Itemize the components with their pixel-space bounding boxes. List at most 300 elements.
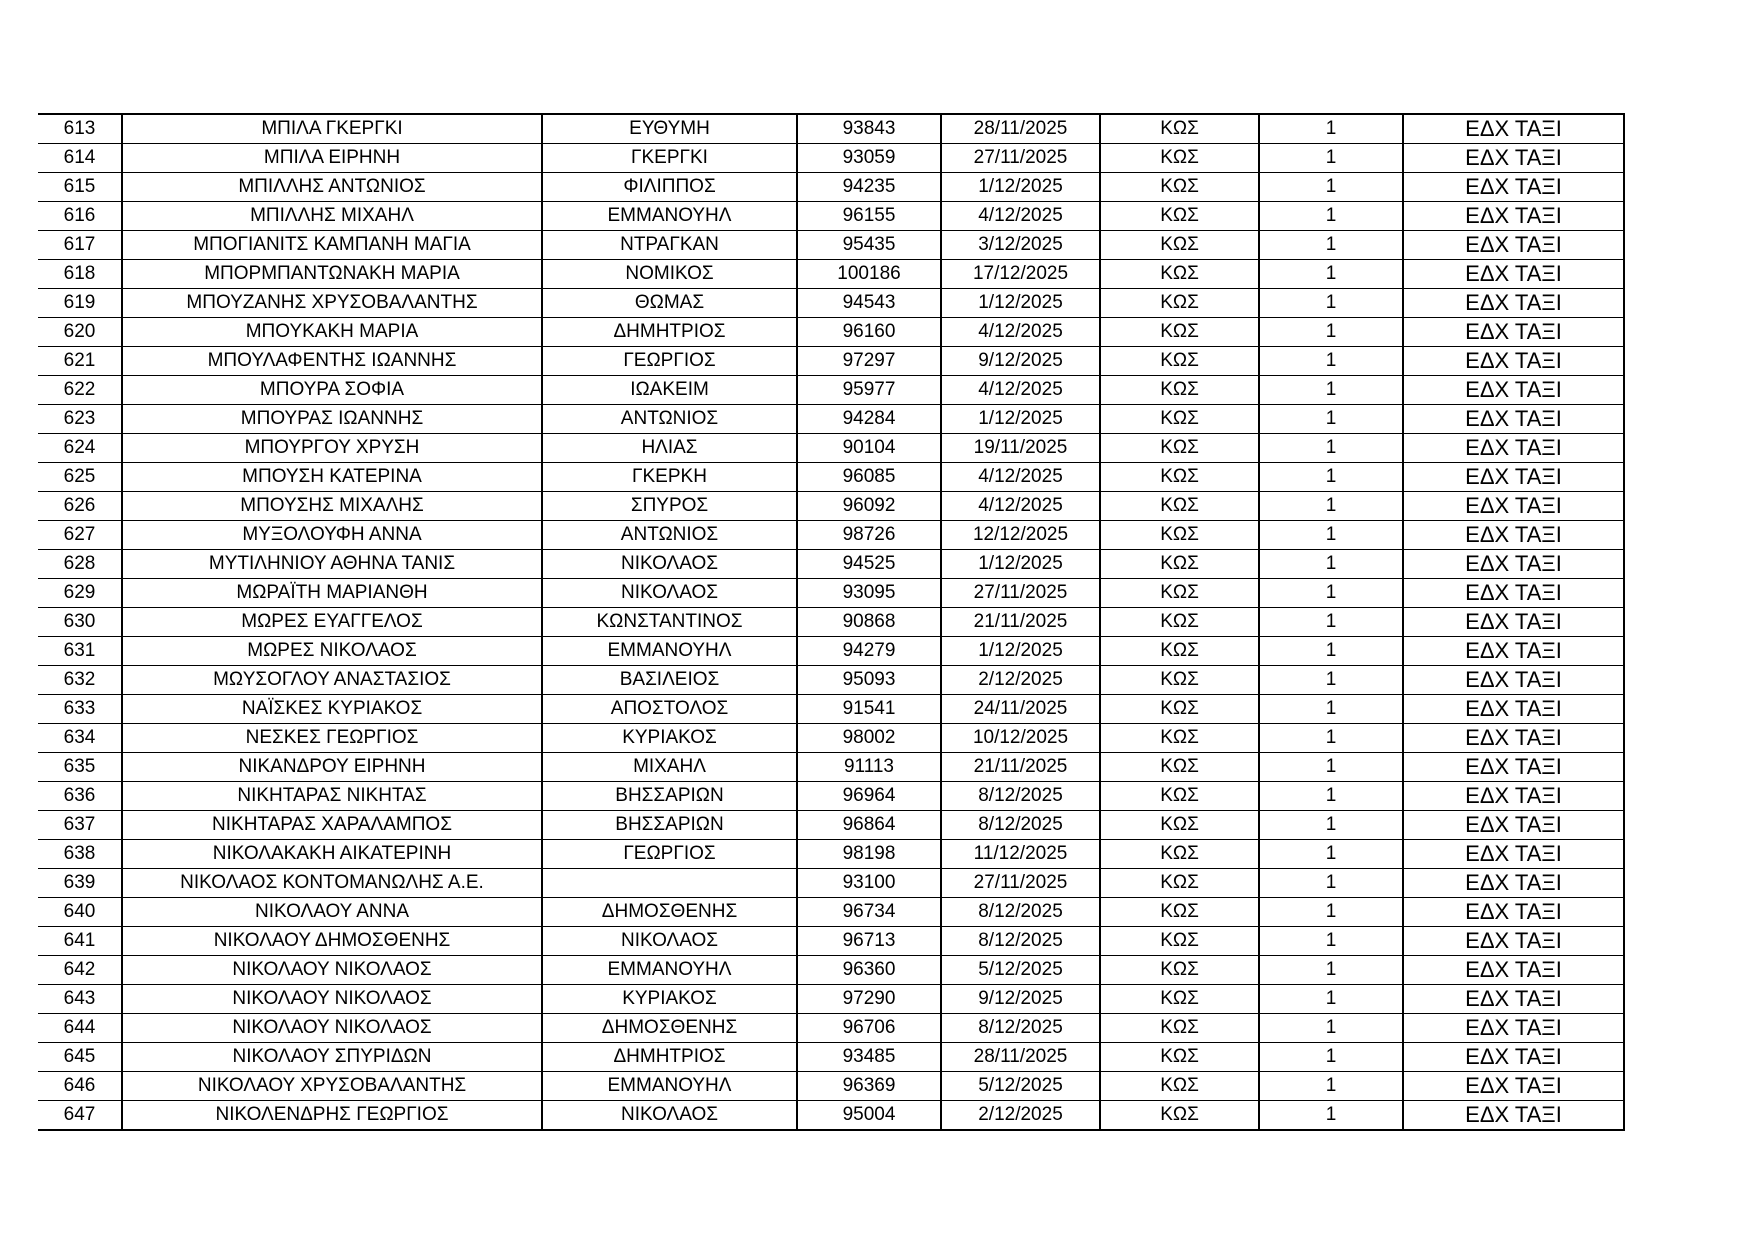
table-row (38, 260, 1624, 289)
full-name-cell: ΜΠΟΥΣΗΣ ΜΙΧΑΛΗΣ (122, 492, 542, 521)
full-name-cell: ΜΠΟΥΡΑ ΣΟΦΙΑ (122, 376, 542, 405)
full-name-cell: ΜΠΟΥΛΑΦΕΝΤΗΣ ΙΩΑΝΝΗΣ (122, 347, 542, 376)
quantity-cell: 1 (1259, 231, 1403, 260)
table-row (38, 869, 1624, 898)
table-row (38, 927, 1624, 956)
area-cell: ΚΩΣ (1100, 927, 1259, 956)
full-name-cell: ΝΙΚΟΛΑΟΥ ΔΗΜΟΣΘΕΝΗΣ (122, 927, 542, 956)
date-cell: 1/12/2025 (941, 550, 1100, 579)
quantity-cell: 1 (1259, 898, 1403, 927)
date-cell: 4/12/2025 (941, 202, 1100, 231)
vehicle-type-cell: ΕΔΧ ΤΑΞΙ (1403, 1014, 1624, 1043)
record-code-cell: 100186 (797, 260, 941, 289)
area-cell: ΚΩΣ (1100, 840, 1259, 869)
row-number-cell: 642 (38, 956, 122, 985)
date-cell: 12/12/2025 (941, 521, 1100, 550)
quantity-cell: 1 (1259, 985, 1403, 1014)
vehicle-type-cell: ΕΔΧ ΤΑΞΙ (1403, 260, 1624, 289)
quantity-cell: 1 (1259, 347, 1403, 376)
fathers-name-cell: ΝΟΜΙΚΟΣ (542, 260, 797, 289)
record-code-cell: 96369 (797, 1072, 941, 1101)
fathers-name-cell: ΒΗΣΣΑΡΙΩΝ (542, 811, 797, 840)
table-row (38, 985, 1624, 1014)
vehicle-type-cell: ΕΔΧ ΤΑΞΙ (1403, 492, 1624, 521)
row-number-cell: 643 (38, 985, 122, 1014)
area-cell: ΚΩΣ (1100, 782, 1259, 811)
table-row (38, 608, 1624, 637)
row-number-cell: 635 (38, 753, 122, 782)
row-number-cell: 623 (38, 405, 122, 434)
fathers-name-cell: ΑΝΤΩΝΙΟΣ (542, 521, 797, 550)
fathers-name-cell: ΣΠΥΡΟΣ (542, 492, 797, 521)
area-cell: ΚΩΣ (1100, 347, 1259, 376)
vehicle-type-cell: ΕΔΧ ΤΑΞΙ (1403, 608, 1624, 637)
area-cell: ΚΩΣ (1100, 1043, 1259, 1072)
date-cell: 8/12/2025 (941, 1014, 1100, 1043)
record-code-cell: 96360 (797, 956, 941, 985)
vehicle-type-cell: ΕΔΧ ΤΑΞΙ (1403, 202, 1624, 231)
table-row (38, 202, 1624, 231)
table-row (38, 434, 1624, 463)
row-number-cell: 630 (38, 608, 122, 637)
table-row (38, 114, 1624, 144)
fathers-name-cell: ΚΩΝΣΤΑΝΤΙΝΟΣ (542, 608, 797, 637)
quantity-cell: 1 (1259, 666, 1403, 695)
area-cell: ΚΩΣ (1100, 144, 1259, 173)
area-cell: ΚΩΣ (1100, 405, 1259, 434)
quantity-cell: 1 (1259, 202, 1403, 231)
fathers-name-cell: ΜΙΧΑΗΛ (542, 753, 797, 782)
vehicle-type-cell: ΕΔΧ ΤΑΞΙ (1403, 114, 1624, 144)
table-row (38, 231, 1624, 260)
quantity-cell: 1 (1259, 1101, 1403, 1131)
quantity-cell: 1 (1259, 724, 1403, 753)
table-row (38, 666, 1624, 695)
full-name-cell: ΝΙΚΟΛΑΟΥ ΝΙΚΟΛΑΟΣ (122, 985, 542, 1014)
full-name-cell: ΝΑΪΣΚΕΣ ΚΥΡΙΑΚΟΣ (122, 695, 542, 724)
fathers-name-cell: ΦΙΛΙΠΠΟΣ (542, 173, 797, 202)
row-number-cell: 624 (38, 434, 122, 463)
date-cell: 27/11/2025 (941, 579, 1100, 608)
row-number-cell: 629 (38, 579, 122, 608)
record-code-cell: 93095 (797, 579, 941, 608)
record-code-cell: 96706 (797, 1014, 941, 1043)
full-name-cell: ΝΙΚΟΛΑΟΥ ΝΙΚΟΛΑΟΣ (122, 956, 542, 985)
vehicle-type-cell: ΕΔΧ ΤΑΞΙ (1403, 347, 1624, 376)
date-cell: 3/12/2025 (941, 231, 1100, 260)
full-name-cell: ΝΙΚΟΛΑΟΥ ΣΠΥΡΙΔΩΝ (122, 1043, 542, 1072)
quantity-cell: 1 (1259, 260, 1403, 289)
vehicle-type-cell: ΕΔΧ ΤΑΞΙ (1403, 376, 1624, 405)
area-cell: ΚΩΣ (1100, 376, 1259, 405)
vehicle-type-cell: ΕΔΧ ΤΑΞΙ (1403, 898, 1624, 927)
fathers-name-cell: ΝΙΚΟΛΑΟΣ (542, 579, 797, 608)
full-name-cell: ΜΠΟΥΖΑΝΗΣ ΧΡΥΣΟΒΑΛΑΝΤΗΣ (122, 289, 542, 318)
record-code-cell: 94279 (797, 637, 941, 666)
vehicle-type-cell: ΕΔΧ ΤΑΞΙ (1403, 666, 1624, 695)
fathers-name-cell: ΕΥΘΥΜΗ (542, 114, 797, 144)
fathers-name-cell: ΑΝΤΩΝΙΟΣ (542, 405, 797, 434)
area-cell: ΚΩΣ (1100, 434, 1259, 463)
vehicle-type-cell: ΕΔΧ ΤΑΞΙ (1403, 840, 1624, 869)
fathers-name-cell: ΒΑΣΙΛΕΙΟΣ (542, 666, 797, 695)
date-cell: 9/12/2025 (941, 985, 1100, 1014)
row-number-cell: 613 (38, 114, 122, 144)
area-cell: ΚΩΣ (1100, 724, 1259, 753)
full-name-cell: ΝΙΚΟΛΕΝΔΡΗΣ ΓΕΩΡΓΙΟΣ (122, 1101, 542, 1131)
record-code-cell: 90104 (797, 434, 941, 463)
area-cell: ΚΩΣ (1100, 318, 1259, 347)
record-code-cell: 96734 (797, 898, 941, 927)
area-cell: ΚΩΣ (1100, 114, 1259, 144)
date-cell: 1/12/2025 (941, 637, 1100, 666)
date-cell: 1/12/2025 (941, 405, 1100, 434)
quantity-cell: 1 (1259, 1014, 1403, 1043)
area-cell: ΚΩΣ (1100, 1101, 1259, 1131)
fathers-name-cell: ΓΕΩΡΓΙΟΣ (542, 347, 797, 376)
vehicle-type-cell: ΕΔΧ ΤΑΞΙ (1403, 782, 1624, 811)
area-cell: ΚΩΣ (1100, 289, 1259, 318)
date-cell: 28/11/2025 (941, 114, 1100, 144)
table-row (38, 753, 1624, 782)
fathers-name-cell: ΝΙΚΟΛΑΟΣ (542, 550, 797, 579)
record-code-cell: 97290 (797, 985, 941, 1014)
quantity-cell: 1 (1259, 550, 1403, 579)
row-number-cell: 615 (38, 173, 122, 202)
quantity-cell: 1 (1259, 753, 1403, 782)
vehicle-type-cell: ΕΔΧ ΤΑΞΙ (1403, 289, 1624, 318)
date-cell: 4/12/2025 (941, 463, 1100, 492)
vehicle-type-cell: ΕΔΧ ΤΑΞΙ (1403, 173, 1624, 202)
table-row (38, 1014, 1624, 1043)
full-name-cell: ΜΩΡΕΣ ΝΙΚΟΛΑΟΣ (122, 637, 542, 666)
row-number-cell: 625 (38, 463, 122, 492)
area-cell: ΚΩΣ (1100, 1014, 1259, 1043)
fathers-name-cell: ΝΤΡΑΓΚΑΝ (542, 231, 797, 260)
area-cell: ΚΩΣ (1100, 173, 1259, 202)
row-number-cell: 628 (38, 550, 122, 579)
quantity-cell: 1 (1259, 869, 1403, 898)
vehicle-type-cell: ΕΔΧ ΤΑΞΙ (1403, 956, 1624, 985)
quantity-cell: 1 (1259, 956, 1403, 985)
quantity-cell: 1 (1259, 840, 1403, 869)
quantity-cell: 1 (1259, 782, 1403, 811)
table-row (38, 550, 1624, 579)
record-code-cell: 93100 (797, 869, 941, 898)
area-cell: ΚΩΣ (1100, 1072, 1259, 1101)
row-number-cell: 627 (38, 521, 122, 550)
vehicle-type-cell: ΕΔΧ ΤΑΞΙ (1403, 1072, 1624, 1101)
vehicle-type-cell: ΕΔΧ ΤΑΞΙ (1403, 579, 1624, 608)
row-number-cell: 620 (38, 318, 122, 347)
fathers-name-cell: ΕΜΜΑΝΟΥΗΛ (542, 1072, 797, 1101)
record-code-cell: 95977 (797, 376, 941, 405)
table-row (38, 492, 1624, 521)
date-cell: 19/11/2025 (941, 434, 1100, 463)
record-code-cell: 98726 (797, 521, 941, 550)
full-name-cell: ΜΩΡΑΪΤΗ ΜΑΡΙΑΝΘΗ (122, 579, 542, 608)
row-number-cell: 647 (38, 1101, 122, 1131)
vehicle-type-cell: ΕΔΧ ΤΑΞΙ (1403, 405, 1624, 434)
table-row (38, 144, 1624, 173)
record-code-cell: 93485 (797, 1043, 941, 1072)
date-cell: 2/12/2025 (941, 666, 1100, 695)
fathers-name-cell: ΝΙΚΟΛΑΟΣ (542, 1101, 797, 1131)
table-row (38, 1043, 1624, 1072)
area-cell: ΚΩΣ (1100, 550, 1259, 579)
table-row (38, 376, 1624, 405)
area-cell: ΚΩΣ (1100, 260, 1259, 289)
record-code-cell: 96964 (797, 782, 941, 811)
date-cell: 5/12/2025 (941, 956, 1100, 985)
vehicle-type-cell: ΕΔΧ ΤΑΞΙ (1403, 695, 1624, 724)
vehicle-type-cell: ΕΔΧ ΤΑΞΙ (1403, 724, 1624, 753)
vehicle-type-cell: ΕΔΧ ΤΑΞΙ (1403, 521, 1624, 550)
vehicle-type-cell: ΕΔΧ ΤΑΞΙ (1403, 434, 1624, 463)
table-row (38, 898, 1624, 927)
quantity-cell: 1 (1259, 376, 1403, 405)
vehicle-type-cell: ΕΔΧ ΤΑΞΙ (1403, 811, 1624, 840)
full-name-cell: ΝΕΣΚΕΣ ΓΕΩΡΓΙΟΣ (122, 724, 542, 753)
vehicle-type-cell: ΕΔΧ ΤΑΞΙ (1403, 869, 1624, 898)
quantity-cell: 1 (1259, 637, 1403, 666)
record-code-cell: 98002 (797, 724, 941, 753)
date-cell: 8/12/2025 (941, 811, 1100, 840)
quantity-cell: 1 (1259, 811, 1403, 840)
date-cell: 24/11/2025 (941, 695, 1100, 724)
full-name-cell: ΝΙΚΗΤΑΡΑΣ ΝΙΚΗΤΑΣ (122, 782, 542, 811)
table-row (38, 579, 1624, 608)
area-cell: ΚΩΣ (1100, 579, 1259, 608)
date-cell: 27/11/2025 (941, 869, 1100, 898)
record-code-cell: 95004 (797, 1101, 941, 1131)
quantity-cell: 1 (1259, 927, 1403, 956)
full-name-cell: ΝΙΚΟΛΑΟΥ ΧΡΥΣΟΒΑΛΑΝΤΗΣ (122, 1072, 542, 1101)
date-cell: 5/12/2025 (941, 1072, 1100, 1101)
area-cell: ΚΩΣ (1100, 753, 1259, 782)
vehicle-type-cell: ΕΔΧ ΤΑΞΙ (1403, 927, 1624, 956)
date-cell: 11/12/2025 (941, 840, 1100, 869)
table-row (38, 1072, 1624, 1101)
date-cell: 1/12/2025 (941, 289, 1100, 318)
row-number-cell: 626 (38, 492, 122, 521)
full-name-cell: ΜΠΟΡΜΠΑΝΤΩΝΑΚΗ ΜΑΡΙΑ (122, 260, 542, 289)
table-row (38, 637, 1624, 666)
fathers-name-cell: ΒΗΣΣΑΡΙΩΝ (542, 782, 797, 811)
row-number-cell: 645 (38, 1043, 122, 1072)
area-cell: ΚΩΣ (1100, 666, 1259, 695)
full-name-cell: ΜΥΤΙΛΗΝΙΟΥ ΑΘΗΝΑ ΤΑΝΙΣ (122, 550, 542, 579)
record-code-cell: 94235 (797, 173, 941, 202)
full-name-cell: ΜΩΡΕΣ ΕΥΑΓΓΕΛΟΣ (122, 608, 542, 637)
row-number-cell: 641 (38, 927, 122, 956)
area-cell: ΚΩΣ (1100, 202, 1259, 231)
table-row (38, 318, 1624, 347)
quantity-cell: 1 (1259, 144, 1403, 173)
date-cell: 4/12/2025 (941, 492, 1100, 521)
row-number-cell: 633 (38, 695, 122, 724)
table-row (38, 782, 1624, 811)
row-number-cell: 644 (38, 1014, 122, 1043)
row-number-cell: 636 (38, 782, 122, 811)
date-cell: 21/11/2025 (941, 608, 1100, 637)
fathers-name-cell: ΔΗΜΗΤΡΙΟΣ (542, 318, 797, 347)
full-name-cell: ΜΩΥΣΟΓΛΟΥ ΑΝΑΣΤΑΣΙΟΣ (122, 666, 542, 695)
table-row (38, 811, 1624, 840)
fathers-name-cell: ΔΗΜΟΣΘΕΝΗΣ (542, 1014, 797, 1043)
full-name-cell: ΝΙΚΟΛΑΟΣ ΚΟΝΤΟΜΑΝΩΛΗΣ Α.Ε. (122, 869, 542, 898)
full-name-cell: ΝΙΚΟΛΑΟΥ ΑΝΝΑ (122, 898, 542, 927)
date-cell: 4/12/2025 (941, 318, 1100, 347)
quantity-cell: 1 (1259, 318, 1403, 347)
row-number-cell: 631 (38, 637, 122, 666)
vehicle-type-cell: ΕΔΧ ΤΑΞΙ (1403, 463, 1624, 492)
fathers-name-cell: ΚΥΡΙΑΚΟΣ (542, 985, 797, 1014)
full-name-cell: ΜΠΙΛΑ ΓΚΕΡΓΚΙ (122, 114, 542, 144)
quantity-cell: 1 (1259, 434, 1403, 463)
table-row (38, 840, 1624, 869)
row-number-cell: 646 (38, 1072, 122, 1101)
row-number-cell: 619 (38, 289, 122, 318)
area-cell: ΚΩΣ (1100, 231, 1259, 260)
fathers-name-cell: ΗΛΙΑΣ (542, 434, 797, 463)
vehicle-type-cell: ΕΔΧ ΤΑΞΙ (1403, 985, 1624, 1014)
record-code-cell: 95093 (797, 666, 941, 695)
fathers-name-cell: ΔΗΜΟΣΘΕΝΗΣ (542, 898, 797, 927)
date-cell: 27/11/2025 (941, 144, 1100, 173)
date-cell: 8/12/2025 (941, 898, 1100, 927)
row-number-cell: 618 (38, 260, 122, 289)
quantity-cell: 1 (1259, 579, 1403, 608)
records-table (38, 113, 1625, 1131)
table-row (38, 956, 1624, 985)
fathers-name-cell: ΘΩΜΑΣ (542, 289, 797, 318)
fathers-name-cell: ΙΩΑΚΕΙΜ (542, 376, 797, 405)
table-row (38, 289, 1624, 318)
date-cell: 17/12/2025 (941, 260, 1100, 289)
full-name-cell: ΝΙΚΟΛΑΚΑΚΗ ΑΙΚΑΤΕΡΙΝΗ (122, 840, 542, 869)
date-cell: 8/12/2025 (941, 927, 1100, 956)
area-cell: ΚΩΣ (1100, 492, 1259, 521)
row-number-cell: 621 (38, 347, 122, 376)
date-cell: 10/12/2025 (941, 724, 1100, 753)
fathers-name-cell: ΓΕΩΡΓΙΟΣ (542, 840, 797, 869)
vehicle-type-cell: ΕΔΧ ΤΑΞΙ (1403, 318, 1624, 347)
record-code-cell: 94543 (797, 289, 941, 318)
full-name-cell: ΜΠΟΥΚΑΚΗ ΜΑΡΙΑ (122, 318, 542, 347)
vehicle-type-cell: ΕΔΧ ΤΑΞΙ (1403, 231, 1624, 260)
date-cell: 1/12/2025 (941, 173, 1100, 202)
area-cell: ΚΩΣ (1100, 985, 1259, 1014)
row-number-cell: 637 (38, 811, 122, 840)
quantity-cell: 1 (1259, 1072, 1403, 1101)
record-code-cell: 93843 (797, 114, 941, 144)
quantity-cell: 1 (1259, 173, 1403, 202)
fathers-name-cell: ΓΚΕΡΚΗ (542, 463, 797, 492)
full-name-cell: ΜΠΙΛΑ ΕΙΡΗΝΗ (122, 144, 542, 173)
table-row (38, 463, 1624, 492)
fathers-name-cell: ΚΥΡΙΑΚΟΣ (542, 724, 797, 753)
record-code-cell: 95435 (797, 231, 941, 260)
area-cell: ΚΩΣ (1100, 637, 1259, 666)
table-row (38, 405, 1624, 434)
row-number-cell: 617 (38, 231, 122, 260)
record-code-cell: 90868 (797, 608, 941, 637)
full-name-cell: ΜΠΙΛΛΗΣ ΜΙΧΑΗΛ (122, 202, 542, 231)
record-code-cell: 91541 (797, 695, 941, 724)
table-row (38, 173, 1624, 202)
full-name-cell: ΜΠΟΥΡΓΟΥ ΧΡΥΣΗ (122, 434, 542, 463)
date-cell: 4/12/2025 (941, 376, 1100, 405)
quantity-cell: 1 (1259, 289, 1403, 318)
record-code-cell: 96160 (797, 318, 941, 347)
row-number-cell: 622 (38, 376, 122, 405)
date-cell: 28/11/2025 (941, 1043, 1100, 1072)
full-name-cell: ΜΠΙΛΛΗΣ ΑΝΤΩΝΙΟΣ (122, 173, 542, 202)
table-row (38, 347, 1624, 376)
quantity-cell: 1 (1259, 521, 1403, 550)
record-code-cell: 96085 (797, 463, 941, 492)
date-cell: 21/11/2025 (941, 753, 1100, 782)
record-code-cell: 91113 (797, 753, 941, 782)
fathers-name-cell: ΕΜΜΑΝΟΥΗΛ (542, 956, 797, 985)
table-row (38, 521, 1624, 550)
area-cell: ΚΩΣ (1100, 695, 1259, 724)
row-number-cell: 614 (38, 144, 122, 173)
fathers-name-cell: ΕΜΜΑΝΟΥΗΛ (542, 202, 797, 231)
table-row (38, 695, 1624, 724)
full-name-cell: ΜΠΟΥΣΗ ΚΑΤΕΡΙΝΑ (122, 463, 542, 492)
record-code-cell: 96155 (797, 202, 941, 231)
vehicle-type-cell: ΕΔΧ ΤΑΞΙ (1403, 1101, 1624, 1131)
record-code-cell: 96864 (797, 811, 941, 840)
row-number-cell: 640 (38, 898, 122, 927)
row-number-cell: 638 (38, 840, 122, 869)
records-table-body (38, 114, 1624, 1130)
date-cell: 8/12/2025 (941, 782, 1100, 811)
full-name-cell: ΝΙΚΗΤΑΡΑΣ ΧΑΡΑΛΑΜΠΟΣ (122, 811, 542, 840)
fathers-name-cell (542, 869, 797, 898)
area-cell: ΚΩΣ (1100, 869, 1259, 898)
row-number-cell: 632 (38, 666, 122, 695)
vehicle-type-cell: ΕΔΧ ΤΑΞΙ (1403, 144, 1624, 173)
quantity-cell: 1 (1259, 608, 1403, 637)
table-row (38, 1101, 1624, 1131)
record-code-cell: 93059 (797, 144, 941, 173)
record-code-cell: 94284 (797, 405, 941, 434)
record-code-cell: 96713 (797, 927, 941, 956)
date-cell: 2/12/2025 (941, 1101, 1100, 1131)
table-row (38, 724, 1624, 753)
fathers-name-cell: ΕΜΜΑΝΟΥΗΛ (542, 637, 797, 666)
fathers-name-cell: ΝΙΚΟΛΑΟΣ (542, 927, 797, 956)
row-number-cell: 639 (38, 869, 122, 898)
full-name-cell: ΜΠΟΓΙΑΝΙΤΣ ΚΑΜΠΑΝΗ ΜΑΓΙΑ (122, 231, 542, 260)
quantity-cell: 1 (1259, 463, 1403, 492)
row-number-cell: 616 (38, 202, 122, 231)
area-cell: ΚΩΣ (1100, 521, 1259, 550)
full-name-cell: ΝΙΚΑΝΔΡΟΥ ΕΙΡΗΝΗ (122, 753, 542, 782)
date-cell: 9/12/2025 (941, 347, 1100, 376)
fathers-name-cell: ΔΗΜΗΤΡΙΟΣ (542, 1043, 797, 1072)
fathers-name-cell: ΓΚΕΡΓΚΙ (542, 144, 797, 173)
row-number-cell: 634 (38, 724, 122, 753)
quantity-cell: 1 (1259, 405, 1403, 434)
record-code-cell: 94525 (797, 550, 941, 579)
area-cell: ΚΩΣ (1100, 608, 1259, 637)
area-cell: ΚΩΣ (1100, 956, 1259, 985)
record-code-cell: 98198 (797, 840, 941, 869)
